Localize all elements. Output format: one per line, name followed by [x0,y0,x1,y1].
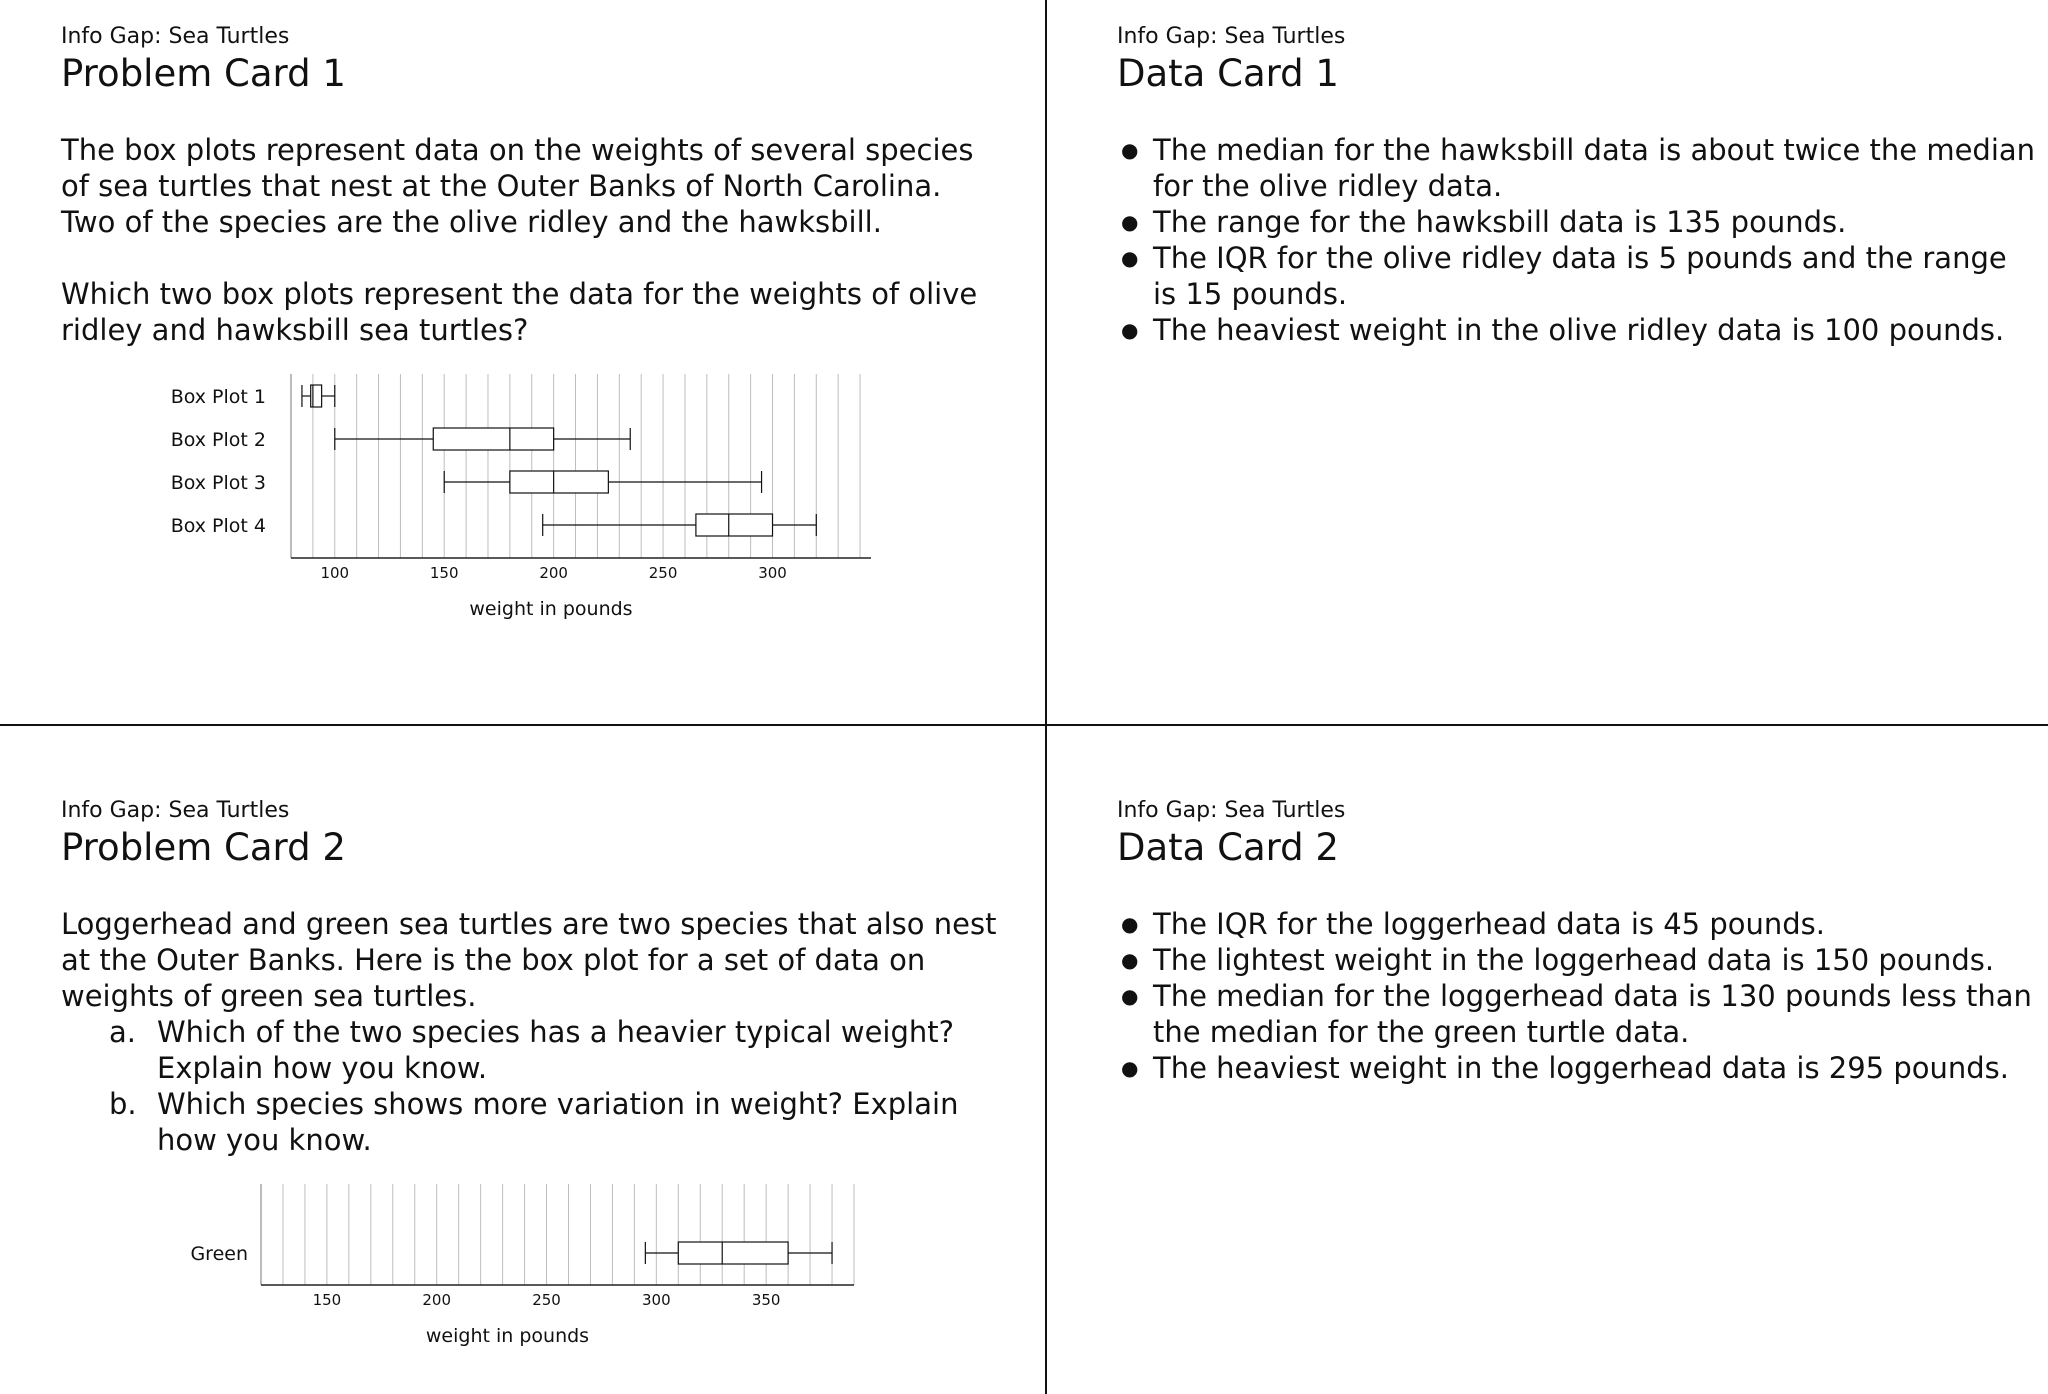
card-title: Data Card 2 [1117,826,1339,869]
problem-text: Loggerhead and green sea turtles are two species that also nest at the Outer Banks. Here is the box plot for a set of data on weights of green sea turtles. [61,907,997,1013]
x-tick-label: 300 [642,1291,671,1309]
x-tick-label: 150 [312,1291,342,1309]
grid-lines [261,1184,854,1285]
card-kicker: Info Gap: Sea Turtles [61,24,290,49]
data-card-2 [1117,798,2037,1086]
data-bullet-list [1117,132,2037,348]
horizontal-divider [0,724,2048,726]
box-plot-label: Box Plot 2 [170,429,266,451]
y-labels [190,1243,248,1265]
box-plot-chart-1 [160,368,880,638]
y-labels [171,386,266,537]
question-marker: a. [109,1015,136,1049]
card-title: Data Card 1 [1117,52,1339,95]
x-tick-label: 150 [429,564,459,582]
question-text: Which species shows more variation in weight? Explain how you know. [157,1087,959,1157]
x-axis-label: weight in pounds [469,598,633,620]
list-item: ● The IQR for the olive ridley data is 5 pounds and the range is 15 pounds. [1117,240,2037,312]
box-plot-label: Box Plot 4 [170,515,266,537]
x-tick-label: 250 [648,564,678,582]
box-iqr [678,1242,788,1264]
card-kicker: Info Gap: Sea Turtles [1117,24,1346,49]
x-axis-label: weight in pounds [425,1325,590,1347]
x-tick-label: 350 [751,1291,781,1309]
list-item: ● The IQR for the loggerhead data is 45 pounds. [1117,906,2037,942]
data-bullet-list [1117,906,2037,1086]
x-tick-label: 200 [422,1291,452,1309]
problem-card-1 [61,24,1001,348]
list-item: ● The median for the hawksbill data is about twice the median for the olive ridley data. [1117,132,2037,204]
box-plots [645,1242,832,1264]
card-title: Problem Card 2 [61,826,346,869]
question-marker: b. [109,1087,137,1121]
x-tick-label: 200 [539,564,568,582]
x-tick-label: 250 [532,1291,561,1309]
grid-lines [291,374,860,558]
box-plot-label: Green [190,1243,248,1265]
list-item: ● The heaviest weight in the olive ridley data is 100 pounds. [1117,312,2037,348]
x-tick-label: 100 [320,564,350,582]
question-text: Which of the two species has a heavier typical weight? Explain how you know. [157,1015,955,1085]
card-kicker: Info Gap: Sea Turtles [61,798,290,823]
list-item: ● The range for the hawksbill data is 135 pounds. [1117,204,2037,240]
list-item: ● The heaviest weight in the loggerhead data is 295 pounds. [1117,1050,2037,1086]
card-kicker: Info Gap: Sea Turtles [1117,798,1346,823]
vertical-divider [1045,0,1047,1394]
question-item-b [61,1086,1001,1158]
box-iqr [433,428,553,450]
box-plot-label: Box Plot 1 [170,386,266,408]
problem-text: The box plots represent data on the weights of several species of sea turtles that nest at the Outer Banks of North Carolina. Two of the species are the olive ridley and the hawksbill. [61,133,974,239]
data-card-1 [1117,24,2037,348]
box-plot-label: Box Plot 3 [170,472,266,494]
box-plot-chart-2 [160,1180,880,1360]
list-item: ● The lightest weight in the loggerhead data is 150 pounds. [1117,942,2037,978]
x-tick-label: 300 [758,564,787,582]
problem-card-2 [61,798,1001,1158]
question-item-a [61,1014,1001,1086]
box-iqr [510,471,608,493]
card-title: Problem Card 1 [61,52,346,95]
box-iqr [696,514,773,536]
box-plots [302,385,816,536]
list-item: ● The median for the loggerhead data is 130 pounds less than the median for the green turtle data. [1117,978,2037,1050]
question-list [61,1014,1001,1158]
problem-question: Which two box plots represent the data for the weights of olive ridley and hawksbill sea turtles? [61,277,978,347]
